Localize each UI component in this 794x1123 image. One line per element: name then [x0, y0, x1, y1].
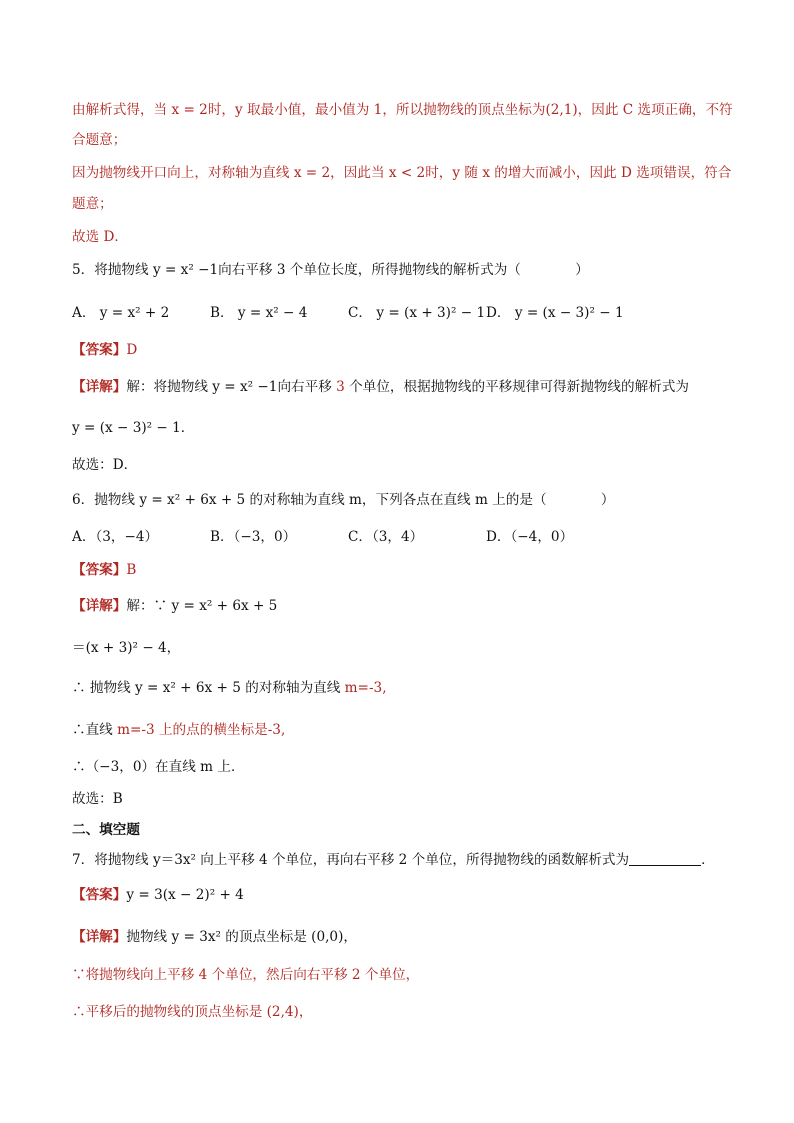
q6-option-c: C．（3，4）	[348, 529, 424, 545]
q7-answer-label: 【答案】	[72, 887, 127, 903]
q6-option-d: D．（−4，0）	[486, 529, 574, 545]
q5-detail-text-c: 个单位，根据抛物线的平移规律可得新抛物线的解析式为	[344, 379, 689, 395]
q5-answer	[72, 340, 724, 360]
q5-detail-label: 【详解】	[72, 379, 127, 395]
solution-line-3-part-c: 因此 D 选项错误，符合	[589, 165, 732, 181]
q6-step-3	[72, 678, 724, 698]
q6-step-4-b: m=-3 上的点的横坐标是-3,	[117, 722, 286, 738]
q7-text: 7．将抛物线 y＝3x² 向上平移 4 个单位，再向右平移 2 个单位，所得抛物线的函数解析式为	[72, 852, 630, 868]
q7-detail-label: 【详解】	[72, 929, 127, 945]
q6-step-2: ＝(x + 3)² − 4，	[72, 640, 181, 656]
q6-detail-text: 解：∵ y = x² + 6x + 5	[126, 598, 278, 614]
q7-detail-text: 抛物线 y = 3x² 的顶点坐标是 (0,0)，	[126, 929, 357, 945]
solution-line-3-part-a: 因为抛物线开口向上，对称轴为直线 x = 2，因此当 x < 2时，	[72, 165, 453, 181]
solution-choice: 故选 D．	[72, 229, 129, 245]
q6-step-4	[72, 720, 724, 740]
q6-option-b: B．（−3，0）	[210, 529, 297, 545]
q5-detail-text-a: 解：将抛物线 y = x² −1向右平移	[126, 379, 337, 395]
q5-option-c: C． y = (x + 3)² − 1	[348, 305, 486, 321]
q5-detail-text-b: 3	[336, 379, 345, 395]
q6-step-5: ∴（−3，0）在直线 m 上．	[72, 759, 245, 775]
q6-step-3-a: ∴ 抛物线 y = x² + 6x + 5 的对称轴为直线	[72, 680, 345, 696]
section-heading-fill-blank: 二、填空题	[72, 822, 140, 838]
question-6: 6．抛物线 y = x² + 6x + 5 的对称轴为直线 m，下列各点在直线 m 上的是（ ）	[72, 492, 615, 508]
solution-line-4: 题意；	[72, 196, 113, 212]
solution-line-2: 合题意；	[72, 132, 127, 148]
q6-detail	[72, 596, 724, 616]
q7-answer	[72, 885, 724, 905]
q7-step-2: ∵将抛物线向上平移 4 个单位，然后向右平移 2 个单位，	[72, 967, 420, 983]
q5-conclusion: 故选：D．	[72, 457, 138, 473]
solution-line-1: 由解析式得，当 x = 2时，y 取最小值，最小值为 1，所以抛物线的顶点坐标为(2,1)，因此 C 选项正确，不符	[72, 102, 733, 118]
q7-step-3: ∴平移后的抛物线的顶点坐标是 (2,4)，	[72, 1004, 313, 1020]
q6-answer-value: B	[126, 562, 137, 578]
q5-detail-line-2: y = (x − 3)² − 1．	[72, 420, 195, 436]
q6-step-3-b: m=-3,	[344, 680, 387, 696]
q7-detail	[72, 927, 724, 947]
q6-option-a: A．（3，−4）	[72, 529, 159, 545]
q6-conclusion: 故选：B	[72, 791, 123, 807]
q5-answer-label: 【答案】	[72, 342, 127, 358]
q6-answer	[72, 560, 724, 580]
question-5-options	[72, 303, 724, 323]
q5-option-d: D． y = (x − 3)² − 1	[486, 305, 624, 321]
q6-step-4-a: ∴直线	[72, 722, 118, 738]
question-6-options	[72, 527, 724, 547]
question-7	[72, 850, 724, 870]
question-5: 5．将抛物线 y = x² −1向右平移 3 个单位长度，所得抛物线的解析式为（ ）	[72, 262, 589, 278]
q7-answer-value: y = 3(x − 2)² + 4	[126, 887, 244, 903]
q5-detail	[72, 377, 724, 397]
q6-detail-label: 【详解】	[72, 598, 127, 614]
q5-answer-value: D	[126, 342, 138, 358]
q7-answer-blank	[629, 851, 701, 866]
solution-line-3-part-b: y 随 x 的增大而减小，	[452, 165, 590, 181]
q6-answer-label: 【答案】	[72, 562, 127, 578]
q5-option-a: A． y = x² + 2	[72, 305, 170, 321]
solution-line-3	[72, 163, 732, 183]
q5-option-b: B． y = x² − 4	[210, 305, 308, 321]
q7-end: ．	[701, 852, 715, 868]
